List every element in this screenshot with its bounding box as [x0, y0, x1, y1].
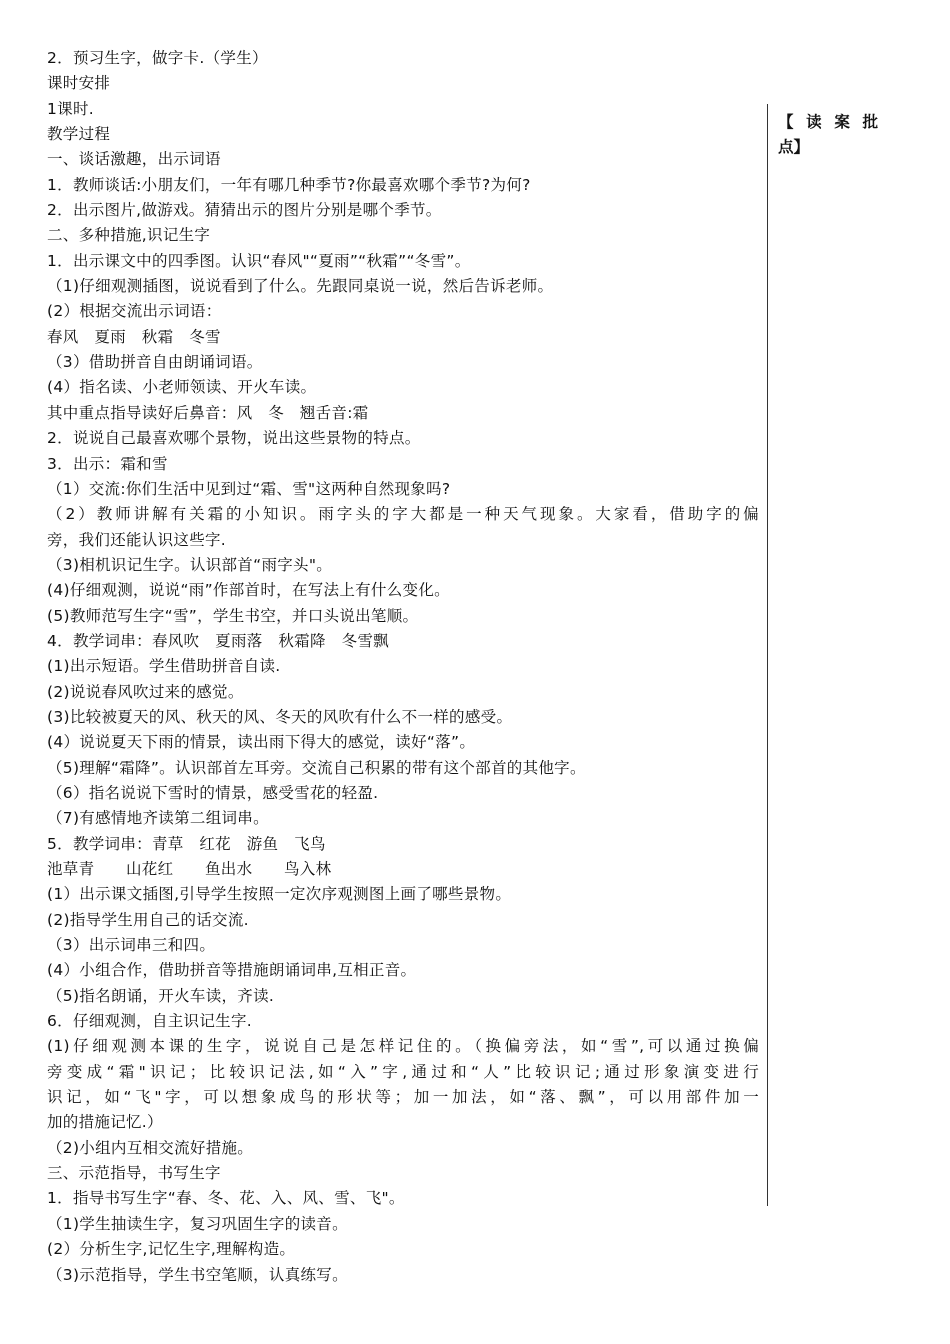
section-heading: 教学过程 — [47, 125, 111, 144]
text-line: 识记，如“飞"字，可以想象成鸟的形状等；加一加法，如“落、飘”，可以用部件加一 — [47, 1088, 759, 1107]
column-divider — [767, 104, 768, 1206]
text-line: 4．教学词串：春风吹 夏雨落 秋霜降 冬雪飘 — [47, 631, 389, 650]
text-line: （1）交流:你们生活中见到过“霜、雪"这两种自然现象吗? — [47, 479, 451, 498]
text-line: (1）出示课文插图,引导学生按照一定次序观测图上画了哪些景物。 — [47, 885, 512, 904]
text-line: 其中重点指导读好后鼻音：风 冬 翘舌音:霜 — [47, 403, 369, 422]
text-line: (1)仔细观测本课的生字，说说自己是怎样记住的。（换偏旁法，如“雪”,可以通过换偏 — [47, 1037, 759, 1056]
text-line: 2．出示图片,做游戏。猜猜出示的图片分别是哪个季节。 — [47, 201, 442, 220]
margin-note-heading-cont: 点】 — [778, 138, 810, 156]
text-line: （3）借助拼音自由朗诵词语。 — [47, 353, 263, 372]
section-heading: 一、谈话激趣，出示词语 — [47, 150, 221, 169]
text-line: 3．出示：霜和雪 — [47, 454, 168, 473]
text-line: （1)学生抽读生字，复习巩固生字的读音。 — [47, 1214, 348, 1233]
text-line: 旁，我们还能认识这些字. — [47, 530, 227, 549]
text-line: (4）说说夏天下雨的情景，读出雨下得大的感觉，读好“落”。 — [47, 733, 476, 752]
text-line: 1．指导书写生字“春、冬、花、入、风、雪、飞"。 — [47, 1189, 405, 1208]
text-line: 2．说说自己最喜欢哪个景物，说出这些景物的特点。 — [47, 429, 421, 448]
text-line: 2．预习生字，做字卡.（学生） — [47, 49, 268, 67]
text-line: （2）教师讲解有关霜的小知识。雨字头的字大都是一种天气现象。大家看，借助字的偏 — [47, 505, 759, 524]
text-line: (4)仔细观测，说说“雨”作部首时，在写法上有什么变化。 — [47, 581, 450, 600]
text-line: (2)指导学生用自己的话交流. — [47, 910, 249, 929]
text-line: (4）小组合作，借助拼音等措施朗诵词串,互相正音。 — [47, 961, 417, 980]
text-line: （5)指名朗诵，开火车读，齐读. — [47, 986, 275, 1005]
text-line: 6．仔细观测，自主识记生字. — [47, 1012, 252, 1031]
text-line: （2)小组内互相交流好措施。 — [47, 1138, 254, 1157]
text-line: （1)仔细观测插图，说说看到了什么。先跟同桌说一说，然后告诉老师。 — [47, 277, 554, 296]
text-line: (5)教师范写生字“雪”，学生书空，并口头说出笔顺。 — [47, 606, 419, 625]
text-line: （3)相机识记生字。认识部首“雨字头"。 — [47, 555, 333, 574]
text-line: （5)理解“霜降”。认识部首左耳旁。交流自己积累的带有这个部首的其他字。 — [47, 758, 586, 777]
text-line: (3)比较被夏天的风、秋天的风、冬天的风吹有什么不一样的感受。 — [47, 707, 513, 726]
section-heading: 二、多种措施,识记生字 — [47, 226, 211, 245]
text-line: (2）分析生字,记忆生字,理解构造。 — [47, 1240, 296, 1259]
text-line: （3）出示词串三和四。 — [47, 936, 216, 955]
text-line: (2)说说春风吹过来的感觉。 — [47, 682, 244, 701]
text-line: 1课时. — [47, 99, 94, 118]
text-line: （7)有感情地齐读第二组词串。 — [47, 809, 269, 828]
text-line: 加的措施记忆.） — [47, 1113, 163, 1132]
text-line: 春风 夏雨 秋霜 冬雪 — [47, 327, 221, 346]
text-line: 旁变成“霜"识记；比较识记法,如“入”字,通过和“人”比较识记;通过形象演变进行 — [47, 1062, 759, 1081]
text-line: (2）根据交流出示词语： — [47, 302, 222, 321]
lesson-plan-body — [47, 46, 759, 1288]
text-line: （6）指名说说下雪时的情景，感受雪花的轻盈. — [47, 783, 379, 802]
section-heading: 课时安排 — [47, 74, 111, 93]
text-line: 5．教学词串：青草 红花 游鱼 飞鸟 — [47, 834, 326, 853]
text-line: (1)出示短语。学生借助拼音自读. — [47, 657, 281, 676]
text-line: (4）指名读、小老师领读、开火车读。 — [47, 378, 317, 397]
text-line: 1．教师谈话:小朋友们，一年有哪几种季节?你最喜欢哪个季节?为何? — [47, 175, 531, 194]
text-line: 池草青 山花红 鱼出水 鸟入林 — [47, 860, 332, 878]
text-line: 1．出示课文中的四季图。认识“春风"“夏雨”“秋霜”“冬雪”。 — [47, 251, 471, 270]
margin-note-column — [778, 110, 878, 160]
margin-note-heading: 【读案批 — [778, 113, 878, 131]
text-line: （3)示范指导，学生书空笔顺，认真练写。 — [47, 1265, 348, 1284]
section-heading: 三、示范指导，书写生字 — [47, 1164, 221, 1183]
